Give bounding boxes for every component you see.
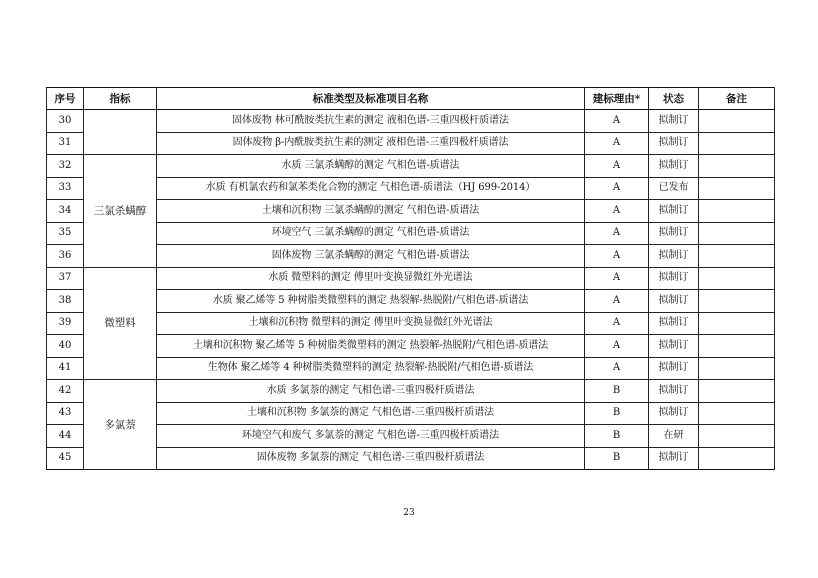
- row-no: 38: [47, 290, 84, 313]
- row-reason: A: [585, 222, 649, 245]
- row-name: 水质 三氯杀螨醇的测定 气相色谱-质谱法: [157, 155, 585, 178]
- row-no: 42: [47, 380, 84, 403]
- row-reason: B: [585, 380, 649, 403]
- row-no: 33: [47, 177, 84, 200]
- row-note: [699, 425, 775, 448]
- row-no: 39: [47, 312, 84, 335]
- row-reason: A: [585, 357, 649, 380]
- row-note: [699, 335, 775, 358]
- row-no: 35: [47, 222, 84, 245]
- indicator-cell: [84, 110, 157, 155]
- row-no: 30: [47, 110, 84, 133]
- table-row: [47, 357, 775, 380]
- indicator-cell: 微塑料: [84, 267, 157, 380]
- row-status: 拟制订: [649, 132, 699, 155]
- row-note: [699, 245, 775, 268]
- row-note: [699, 200, 775, 223]
- row-reason: A: [585, 267, 649, 290]
- row-reason: A: [585, 290, 649, 313]
- table-row: [47, 177, 775, 200]
- row-no: 44: [47, 425, 84, 448]
- table-row: [47, 335, 775, 358]
- row-status: 在研: [649, 425, 699, 448]
- row-note: [699, 312, 775, 335]
- row-status: 拟制订: [649, 200, 699, 223]
- header-note: 备注: [699, 88, 775, 110]
- header-no: 序号: [47, 88, 84, 110]
- table-row: [47, 380, 775, 403]
- row-no: 32: [47, 155, 84, 178]
- row-status: 拟制订: [649, 267, 699, 290]
- row-reason: A: [585, 177, 649, 200]
- row-status: 拟制订: [649, 447, 699, 470]
- row-status: 拟制订: [649, 402, 699, 425]
- row-note: [699, 132, 775, 155]
- table-row: [47, 447, 775, 470]
- row-reason: A: [585, 245, 649, 268]
- table-row: [47, 267, 775, 290]
- header-status: 状态: [649, 88, 699, 110]
- row-name: 土壤和沉积物 微塑料的测定 傅里叶变换显微红外光谱法: [157, 312, 585, 335]
- row-reason: A: [585, 200, 649, 223]
- table-row: [47, 110, 775, 133]
- row-name: 固体废物 林可酰胺类抗生素的测定 液相色谱-三重四极杆质谱法: [157, 110, 585, 133]
- row-status: 拟制订: [649, 245, 699, 268]
- standards-table: [46, 87, 775, 470]
- row-no: 34: [47, 200, 84, 223]
- row-name: 固体废物 三氯杀螨醇的测定 气相色谱-质谱法: [157, 245, 585, 268]
- row-name: 环境空气和废气 多氯萘的测定 气相色谱-三重四极杆质谱法: [157, 425, 585, 448]
- row-no: 37: [47, 267, 84, 290]
- table-row: [47, 222, 775, 245]
- row-name: 固体废物 β-内酰胺类抗生素的测定 液相色谱-三重四极杆质谱法: [157, 132, 585, 155]
- table-row: [47, 312, 775, 335]
- row-note: [699, 267, 775, 290]
- row-name: 土壤和沉积物 三氯杀螨醇的测定 气相色谱-质谱法: [157, 200, 585, 223]
- row-name: 环境空气 三氯杀螨醇的测定 气相色谱-质谱法: [157, 222, 585, 245]
- row-reason: B: [585, 425, 649, 448]
- row-note: [699, 402, 775, 425]
- row-status: 拟制订: [649, 290, 699, 313]
- row-no: 41: [47, 357, 84, 380]
- row-reason: B: [585, 447, 649, 470]
- row-reason: A: [585, 312, 649, 335]
- row-note: [699, 177, 775, 200]
- row-name: 水质 有机氯农药和氯苯类化合物的测定 气相色谱-质谱法（HJ 699-2014）: [157, 177, 585, 200]
- row-reason: A: [585, 155, 649, 178]
- indicator-cell: 三氯杀螨醇: [84, 155, 157, 268]
- row-status: 拟制订: [649, 110, 699, 133]
- row-name: 水质 微塑料的测定 傅里叶变换显微红外光谱法: [157, 267, 585, 290]
- row-name: 生物体 聚乙烯等 4 种树脂类微塑料的测定 热裂解-热脱附/气相色谱-质谱法: [157, 357, 585, 380]
- header-indicator: 指标: [84, 88, 157, 110]
- row-name: 土壤和沉积物 多氯萘的测定 气相色谱-三重四极杆质谱法: [157, 402, 585, 425]
- row-name: 水质 聚乙烯等 5 种树脂类微塑料的测定 热裂解-热脱附/气相色谱-质谱法: [157, 290, 585, 313]
- row-note: [699, 155, 775, 178]
- row-note: [699, 357, 775, 380]
- table-row: [47, 402, 775, 425]
- row-note: [699, 447, 775, 470]
- indicator-cell: 多氯萘: [84, 380, 157, 470]
- row-status: 已发布: [649, 177, 699, 200]
- row-no: 36: [47, 245, 84, 268]
- row-name: 固体废物 多氯萘的测定 气相色谱-三重四极杆质谱法: [157, 447, 585, 470]
- row-status: 拟制订: [649, 335, 699, 358]
- table-row: [47, 245, 775, 268]
- table-row: [47, 425, 775, 448]
- row-no: 43: [47, 402, 84, 425]
- row-name: 土壤和沉积物 聚乙烯等 5 种树脂类微塑料的测定 热裂解-热脱附/气相色谱-质谱法: [157, 335, 585, 358]
- row-name: 水质 多氯萘的测定 气相色谱-三重四极杆质谱法: [157, 380, 585, 403]
- row-status: 拟制订: [649, 155, 699, 178]
- row-no: 40: [47, 335, 84, 358]
- row-note: [699, 110, 775, 133]
- row-note: [699, 380, 775, 403]
- table-header-row: [47, 88, 775, 110]
- row-note: [699, 290, 775, 313]
- header-reason: 建标理由*: [585, 88, 649, 110]
- table-row: [47, 290, 775, 313]
- row-reason: B: [585, 402, 649, 425]
- row-reason: A: [585, 110, 649, 133]
- row-note: [699, 222, 775, 245]
- table-row: [47, 155, 775, 178]
- row-no: 31: [47, 132, 84, 155]
- table-row: [47, 200, 775, 223]
- row-no: 45: [47, 447, 84, 470]
- page-number: 23: [403, 508, 415, 518]
- row-status: 拟制订: [649, 357, 699, 380]
- row-status: 拟制订: [649, 380, 699, 403]
- row-reason: A: [585, 132, 649, 155]
- header-name: 标准类型及标准项目名称: [157, 88, 585, 110]
- table-row: [47, 132, 775, 155]
- row-status: 拟制订: [649, 222, 699, 245]
- row-reason: A: [585, 335, 649, 358]
- row-status: 拟制订: [649, 312, 699, 335]
